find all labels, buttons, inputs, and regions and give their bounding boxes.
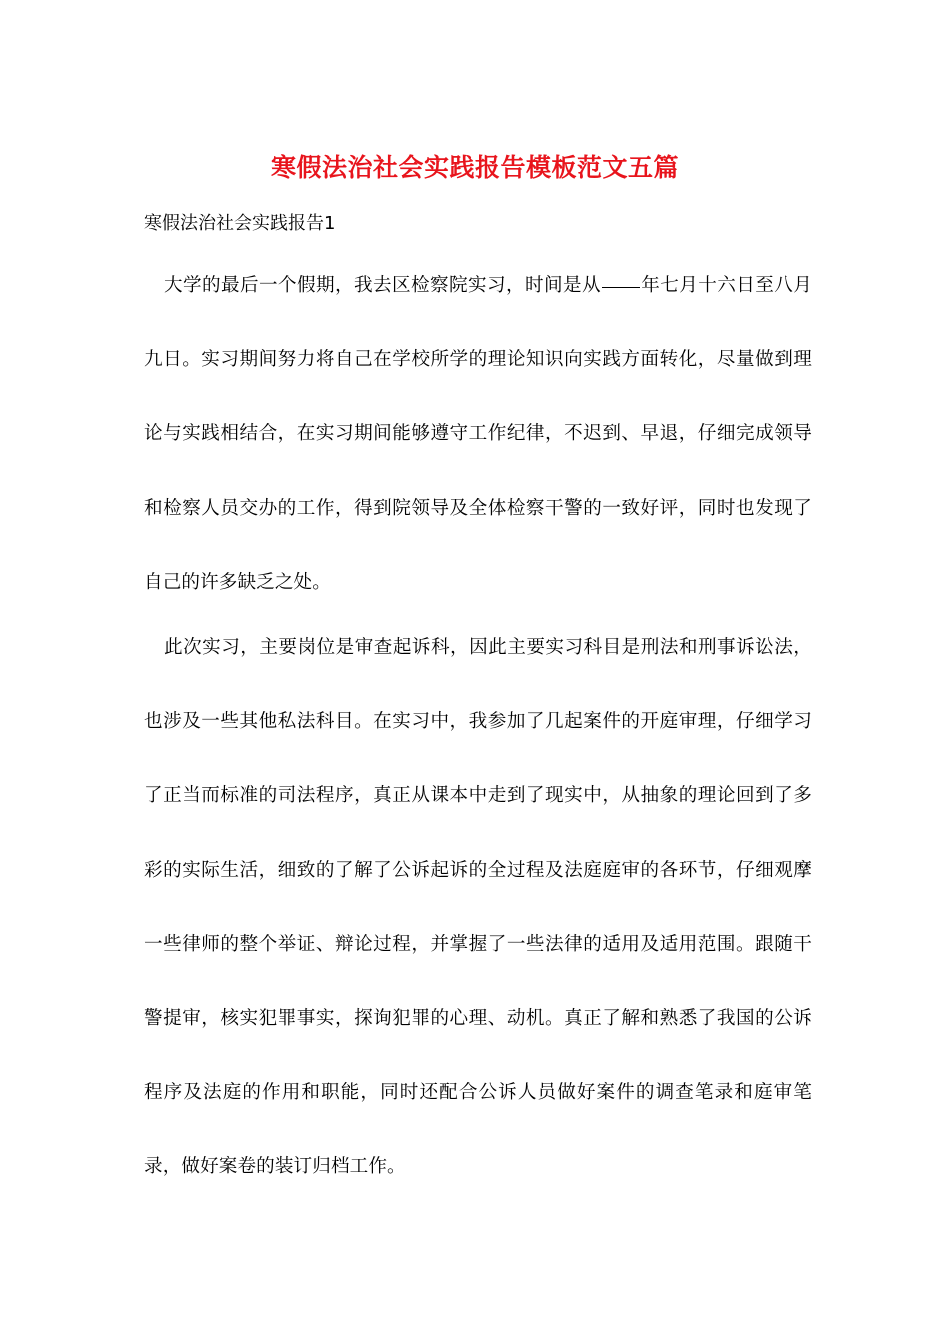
paragraph-1-rest: 年七月十六日至八月九日。实习期间努力将自己在学校所学的理论知识向实践方面转化，尽量做到理论与实践相结合，在实习期间能够遵守工作纪律，不迟到、早退，仔细完成领导和检察人员交办的工作，得到院领导及全体检察干警的一致好评，同时也发现了自己的许多缺乏之处。 [144, 275, 812, 593]
section-heading: 寒假法治社会实践报告1 [144, 213, 336, 234]
document-title: 寒假法治社会实践报告模板范文五篇 [270, 153, 679, 182]
fill-in-blank [602, 286, 640, 288]
paragraph-1-start: 大学的最后一个假期，我去区检察院实习，时间是从 [164, 275, 601, 296]
paragraph-1 [144, 249, 812, 620]
paragraph-2: 此次实习，主要岗位是审查起诉科，因此主要实习科目是刑法和刑事诉讼法，也涉及一些其他私法科目。在实习中，我参加了几起案件的开庭审理，仔细学习了正当而标准的司法程序，真正从课本中走到了现实中，从抽象的理论回到了多彩的实际生活，细致的了解了公诉起诉的全过程及法庭庭审的各环节，仔细观摩一些律师的整个举证、辩论过程，并掌握了一些法律的适用及适用范围。跟随干警提审，核实犯罪事实，探询犯罪的心理、动机。真正了解和熟悉了我国的公诉程序及法庭的作用和职能，同时还配合公诉人员做好案件的调查笔录和庭审笔录，做好案卷的装订归档工作。 [144, 637, 812, 1178]
